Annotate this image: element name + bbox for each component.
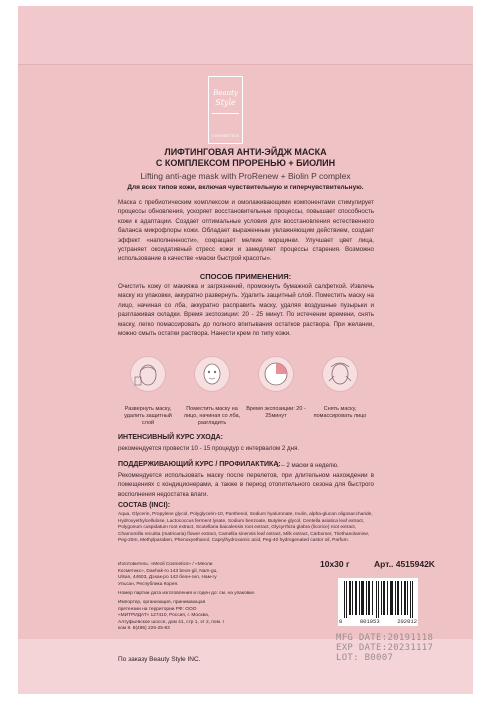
inci-heading: СОСТАВ (INCI): <box>118 502 171 509</box>
intensive-text: рекомендуется провести 10 - 15 процедур с интервалом 2 дня. <box>118 445 300 452</box>
net-weight: 10х30 г <box>320 559 350 569</box>
exp-date: EXP DATE:20231117 <box>336 643 434 653</box>
step-4-label: Снять маску, помассировать лицо <box>313 406 367 419</box>
article-number: Арт.. 4515942K <box>374 559 435 569</box>
barcode-group-1: 801053 <box>359 618 380 625</box>
batch-text: Номер партии дата изготовления и годен до: см. на упаковке. <box>118 591 256 596</box>
method-text: Очистить кожу от макияжа и загрязнений, промокнуть бумажной салфеткой. Извлечь маску из упаковки, аккуратно развернуть. Удалить защитный слой. Поместить маску на лицо, начиная со лба, аккуратно расправить маску, удаляя воздушные пузырьки и разглаживая складки. Время экспозиции: 20 - 25 минут. По истечении времени, снять маску, легко помассировать до полного впитывания остатков раствора. При желании, можно смыть остатки раствора. Нанести крем по типу кожи. <box>118 283 374 338</box>
barcode <box>338 578 418 618</box>
logo-line-2: Style <box>215 98 236 107</box>
product-description: Маска с пребиотическим комплексом и омолаживающими компонентами стимулирует процессы обновления, ускоряет восстановительные процессы, повышает способность кожи к адаптации. Создает оптимальные условия для восстановления естественного баланса микрофлоры кожи. Обладает выраженным увлажняющим действием, создает эффект «наполненности», сокращает мелкие морщинки. Улучшает цвет лица, устраняет оксидативный стресс кожи и замедляет процессы старения. Возможно использование в качестве «маски быстрой красоты». <box>118 199 374 263</box>
step-2-label: Поместить маску на лицо, начиная со лба, разгладить <box>183 406 241 426</box>
timer-icon <box>258 356 294 392</box>
remove-mask-icon <box>322 356 358 392</box>
barcode-digits <box>338 618 418 626</box>
inci-text: Aqua, Glycerin, Propylene glycol, Polyglycerin-10, Panthenol, Sodium hyaluronate, Inulin, alpha-glucan oligosaccharide, Hydroxyethylcellulose, Lactococcus ferment lysate, Sodium benzoate, Butylene glycol, Centella asiatica leaf extract, Polygonum cuspidatum root extract, Scutellaria baicalensis root extract, Glycyrrhiza glabra (licorice) root extract, Chamomilla recutita (matricaria) flower extract, Camellia sinensis leaf extract, Milk extract, Carbomer, Triethanolamine, Peg-20m, Methylparaben, Phenoxyethanol, Caprylhydroxamic acid, Peg-40 hydrogenated castor oil, Parfum. <box>118 512 373 543</box>
package-top-flap <box>18 6 473 65</box>
mfg-date: MFG DATE:20191118 <box>336 633 434 643</box>
support-text-inline: 1 – 2 маски в неделю. <box>276 462 339 469</box>
lot-number: LOT: B0007 <box>336 653 394 663</box>
steps-row <box>118 356 374 428</box>
logo-line-1: Beauty <box>213 89 238 97</box>
support-text: Рекомендуется использовать маску после перелетов, при длительном нахождении в помещениях с кондиционерами, а также в период отопительного сезона для быстрого восполнения недостатка влаги. <box>118 472 374 498</box>
order-line: По заказу Beauty Style INC. <box>118 656 201 663</box>
support-heading: ПОДДЕРЖИВАЮЩИЙ КУРС / ПРОФИЛАКТИКА: <box>118 461 281 468</box>
intensive-heading: ИНТЕНСИВНЫЙ КУРС УХОДА: <box>118 434 223 441</box>
barcode-lead: 8 <box>339 618 343 625</box>
product-title-2: С КОМПЛЕКСОМ ПРОРЕНЬЮ + БИОЛИН <box>155 158 336 168</box>
logo-divider <box>212 113 239 114</box>
product-subtitle: Lifting anti-age mask with ProRenew + Biolin P complex <box>140 171 351 181</box>
skin-types: Для всех типов кожи, включая чувствительную и гиперчувствительную. <box>127 184 364 191</box>
barcode-group-2: 202012 <box>397 618 417 625</box>
unfold-mask-icon <box>130 356 166 392</box>
importer-text: Импортер, организация, принимающая претензии на территории РФ: ООО «МИТРИДАТ» 127410, Россия, г. Москва, Алтуфьевское шоссе, дом 41, стр 1, эт 2, пом. I ком 8. 8(495) 225-25-83 <box>118 600 224 631</box>
method-heading: СПОСОБ ПРИМЕНЕНИЯ: <box>199 272 292 281</box>
logo-line-3: COSMETICS <box>211 133 240 138</box>
product-title-1: ЛИФТИНГОВАЯ АНТИ-ЭЙДЖ МАСКА <box>164 147 327 157</box>
step-1-label: Развернуть маску, удалить защитный слой <box>124 406 172 426</box>
brand-logo <box>208 76 243 144</box>
apply-mask-icon <box>194 356 230 392</box>
manufacturer-text: Изготовитель: «Meoli Cosmetics» / «Меоли Косметикс», Daehak-ro 143 beon-gil, Nam-gu, Ulsan, 44603, Дэхак-ро 143 беон-гил, Нам-гу Ульсан, Республика Корея. <box>118 562 218 587</box>
step-3-label: Время экспозиции: 20 - 25минут <box>246 406 306 419</box>
